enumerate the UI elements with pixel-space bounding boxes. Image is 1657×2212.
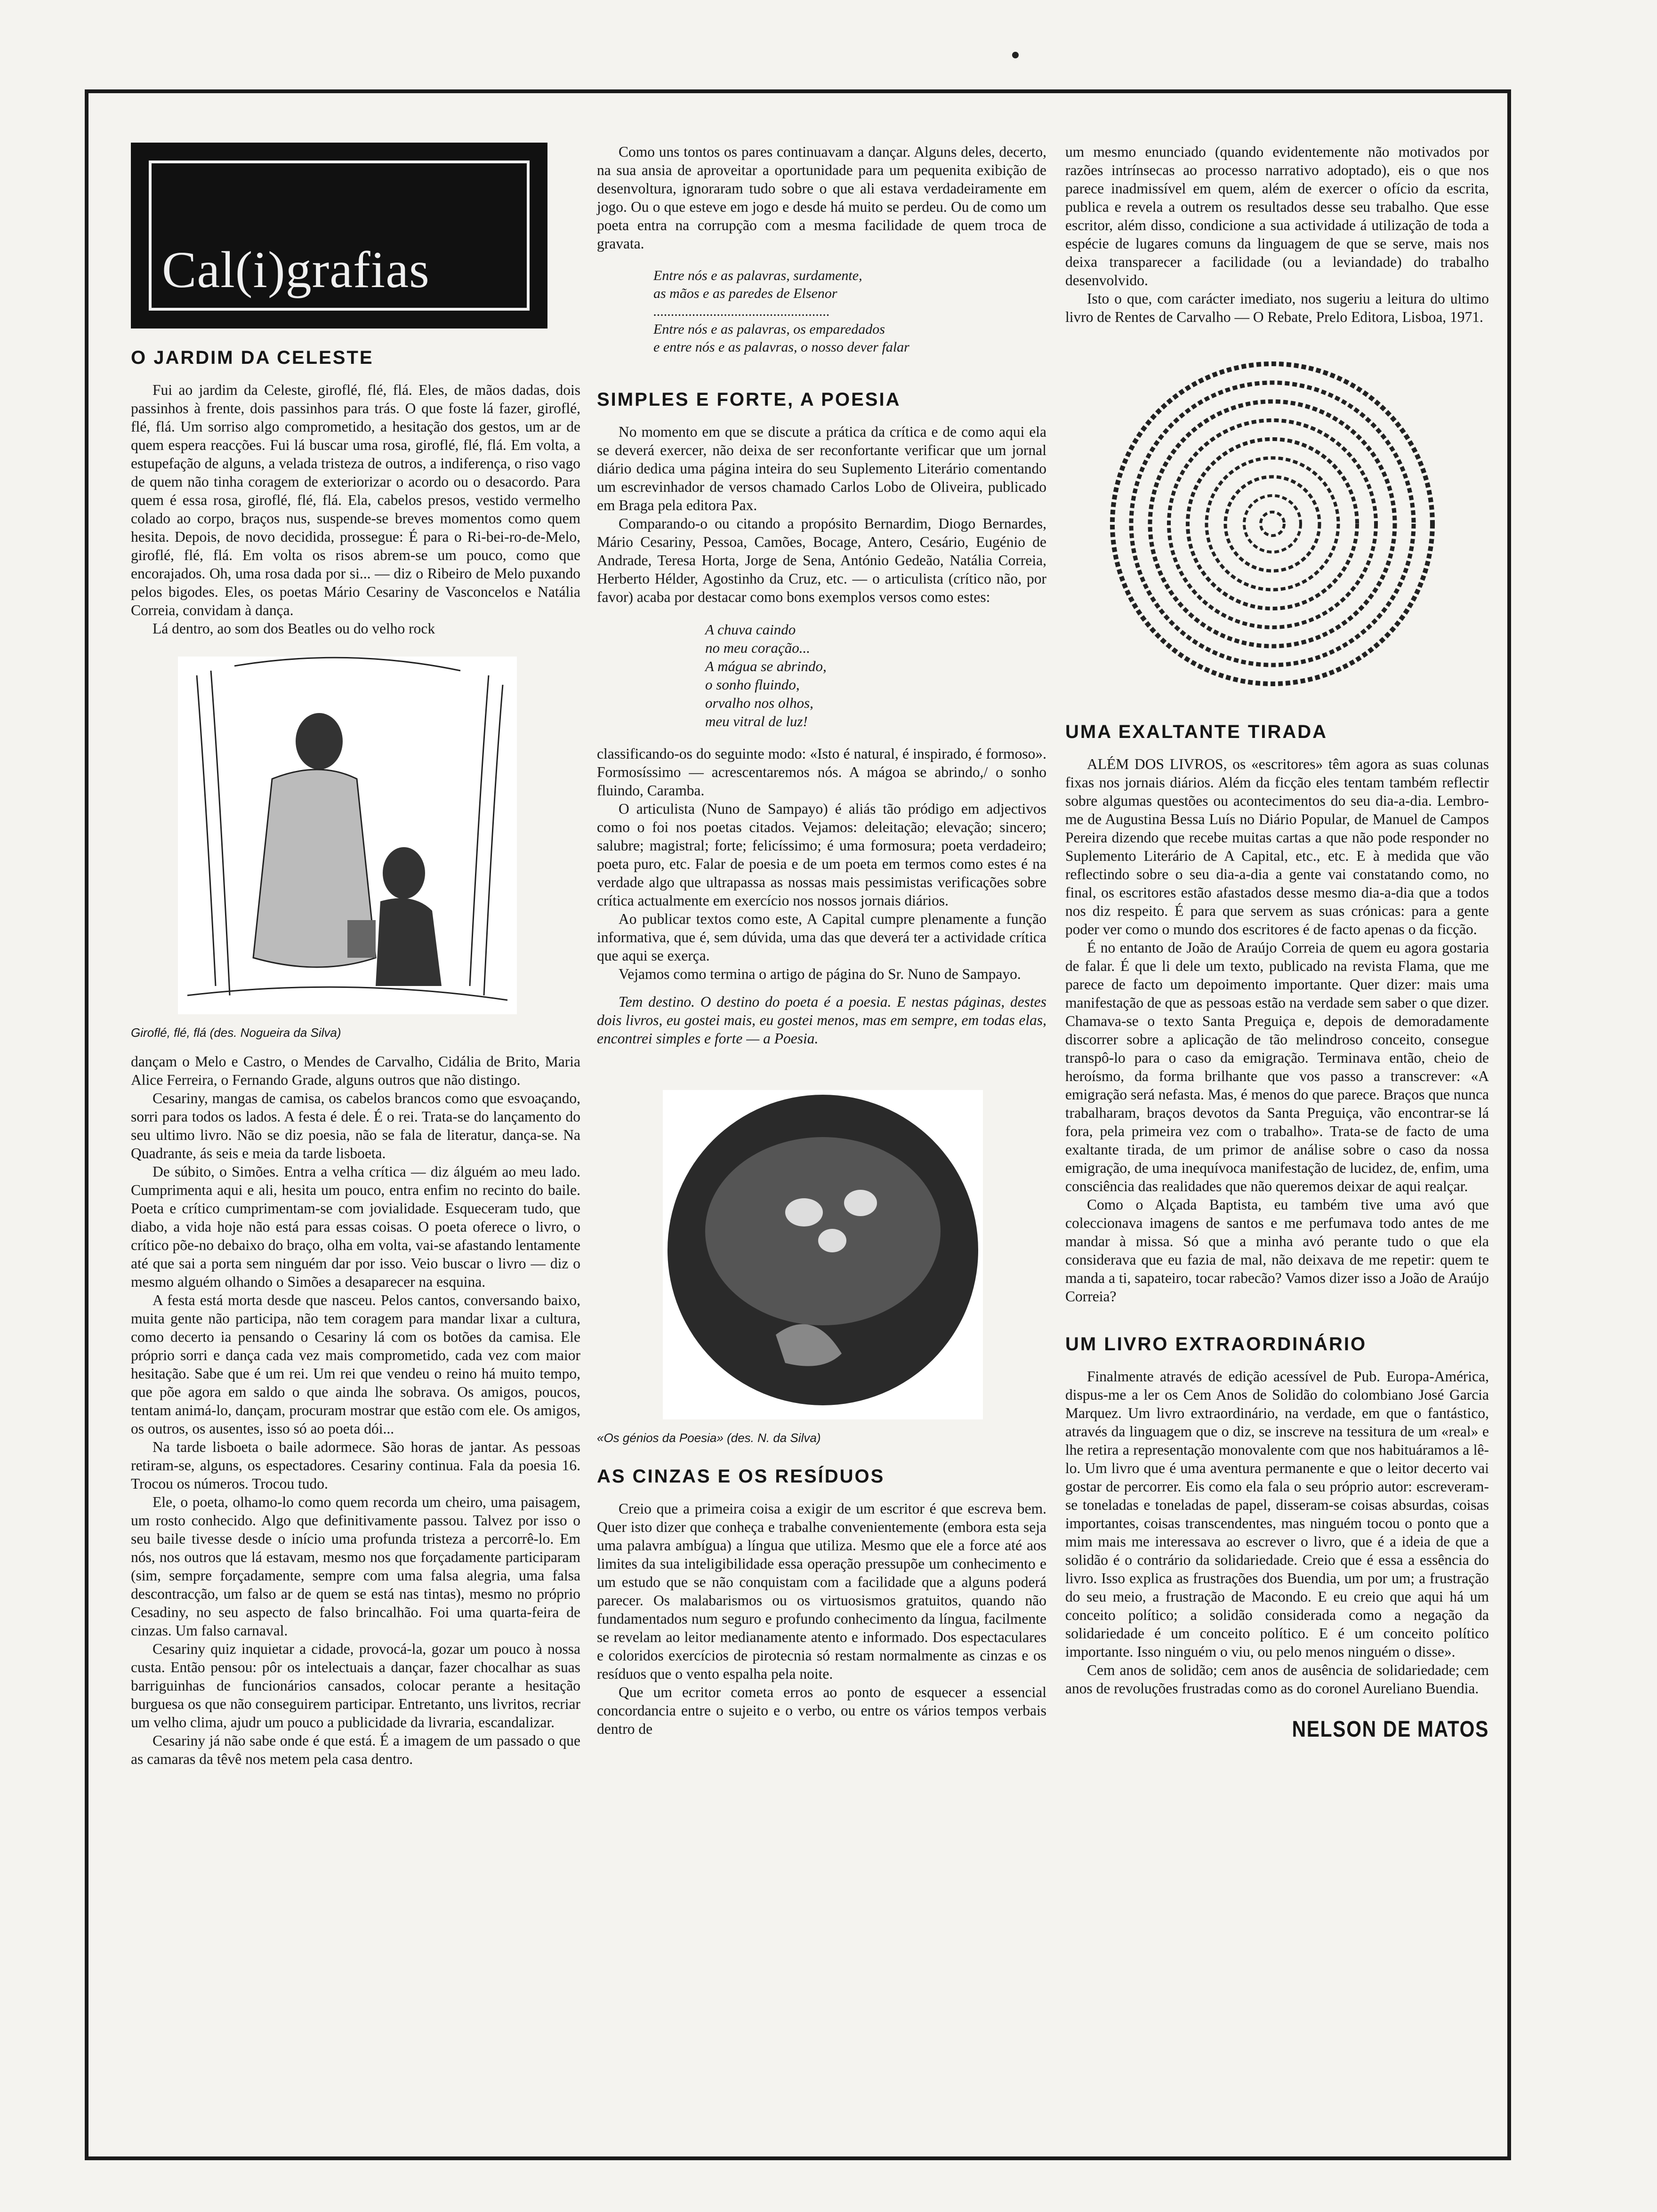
- illustration-caption: «Os génios da Poesia» (des. N. da Silva): [597, 1431, 821, 1445]
- article-paragraph: ALÉM DOS LIVROS, os «escritores» têm agora as suas colunas fixas nos jornais diários. Além da ficção eles tentam também reflectir sobre algumas questões ou acontecimentos do seu dia-a-dia. Lembro-me de Augustina Bessa Luís no Diário Popular, de Manuel de Campos Pereira dizendo que recebe muitas cartas a que não pode responder no Suplemento Literário de A Capital, etc., etc. E à medida que vão reflectindo sobre o seu dia-a-dia a gente vai constatando como, no final, os escritores estão afastados desse mesmo dia-a-dia que a todos nos diz respeito. É para que servem as suas crónicas: para a gente poder ver como o mundo dos escritores é de facto apenas o da ficção.: [1065, 756, 1489, 938]
- article-heading-livro: UM LIVRO EXTRAORDINÁRIO: [1065, 1334, 1367, 1354]
- article-paragraph: Cesariny quiz inquietar a cidade, provocá-la, gozar um pouco à nossa custa. Então pensou: pôr os intelectuais a dançar, fazer chocalhar as suas barriguinhas de funcionários cansados, colocar perante a hesitação burguesa os que não conseguirem participar. Entretanto, uns livritos, recriar um velho clima, ajudr um pouco a publicidade da livraria, escandalizar.: [131, 1641, 580, 1731]
- article-heading-tirada: UMA EXALTANTE TIRADA: [1065, 721, 1327, 742]
- article-paragraph: A festa está morta desde que nasceu. Pelos cantos, conversando baixo, muita gente não participa, não tem coragem para mandar lixar a cultura, como decerto ia pensando o Cesariny lá com os botões da camisa. Ele próprio sorri e dança cada vez mais comprometido, cada vez com maior hesitação. Sabe que é um rei. Um rei que vendeu o reino há muito tempo, que põe agora em saldo o que ainda lhe sobrava. Os amigos, poucos, tentam animá-lo, dançam, procuram mostrar que estão com ele. Os amigos, os outros, os ausentes, isso só ao poeta dói...: [131, 1292, 580, 1437]
- article-paragraph: Como uns tontos os pares continuavam a dançar. Alguns deles, decerto, na sua ansia de aproveitar a oportunidade para um pequenita exibição de desenvoltura, ignoraram tudo sobre o que ali estava verdadeiramente em jogo. Ou o que esteve em jogo e desde há muito se perdeu. Ou de como um poeta entra na corrupção com a mesma facilidade de quem troca de gravata.: [597, 144, 1046, 252]
- page-speck: [1012, 52, 1019, 58]
- article-heading-simples: SIMPLES E FORTE, A POESIA: [597, 389, 901, 410]
- column-1: [131, 143, 580, 1768]
- article-paragraph: classificando-os do seguinte modo: «Isto é natural, é inspirado, é formoso». Formosíssimo — acrescentaremos nós. A mágoa se abrindo,/ o sonho fluindo, Caramba.: [597, 745, 1046, 799]
- article-paragraph: Vejamos como termina o artigo de página do Sr. Nuno de Sampayo.: [619, 966, 1021, 982]
- article-paragraph: Cesariny já não sabe onde é que está. É a imagem de um passado o que as camaras da têvê nos metem pela casa dentro.: [131, 1732, 580, 1767]
- article-paragraph: Isto o que, com carácter imediato, nos sugeriu a leitura do ultimo livro de Rentes de Carvalho — O Rebate, Prelo Editora, Lisboa, 1971.: [1065, 290, 1489, 325]
- newspaper-page-frame: [85, 89, 1511, 2160]
- article-paragraph: Como o Alçada Baptista, eu também tive uma avó que coleccionava imagens de santos e me perfumava todo antes de me mandar à missa. Só que a minha avó perante tudo o que ela considerava que eu fazia de mal, não deixava de me repetir: quem te manda a ti, sapateiro, tocar rabecão? Vamos dizer isso a João de Araújo Correia?: [1065, 1196, 1489, 1305]
- article-paragraph: Fui ao jardim da Celeste, giroflé, flé, flá. Eles, de mãos dadas, dois passinhos à frente, dois passinhos para trás. O que foste lá fazer, giroflé, flé, flá. Um sorriso algo comprometido, a hesitação dos gestos, um ar de quem espera reacções. Fui lá buscar uma rosa, giroflé, flé, flá. Em volta, a estupefação de alguns, a velada tristeza de outros, a indiferença, o riso vago de quem não tinha coragem de exteriorizar o acordo ou o desacordo. Para quem é essa rosa, giroflé, flé, flá. Ela, cabelos presos, vestido vermelho colado ao corpo, braços nus, suspende-se breves momentos como quem hesita. Depois, de novo decidida, prossegue: É para o Ri-bei-ro-de-Melo, giroflé, flé, flá. Em volta os risos abrem-se um pouco, como que encorajados. Oh, uma rosa dada por si... — diz o Ribeiro de Melo puxando pelos bigodes. Eles, os poetas Mário Cesariny de Vasconcelos e Natália Correia, convidam à dança.: [131, 382, 580, 618]
- text-spiral-calligram: [1103, 354, 1442, 693]
- article-paragraph: O articulista (Nuno de Sampayo) é aliás tão pródigo em adjectivos como o foi nos poetas citados. Vejamos: deleitação; elevação; sincero; salubre; magistral; forte; felicíssimo; é uma formosura; poeta verdadeiro; poeta puro, etc. Falar de poesia e de um poeta em termos como estes é na verdade algo que ultrapassa as nossas mais pessimistas verificações sobre crítica actualmente em exercício nos nossos jornais diários.: [597, 801, 1046, 909]
- article-heading-cinzas: AS CINZAS E OS RESÍDUOS: [597, 1466, 885, 1487]
- article-paragraph: Lá dentro, ao som dos Beatles ou do velho rock: [153, 620, 435, 637]
- article-paragraph: Que um ecritor cometa erros ao ponto de esquecer a essencial concordancia entre o sujeito e o verbo, ou entre os vários tempos verbais dentro de: [597, 1684, 1046, 1737]
- article-paragraph: Ele, o poeta, olhamo-lo como quem recorda um cheiro, uma paisagem, um rosto conhecido. Algo que definitivamente passou. Talvez por isso o seu baile tivesse desde o início uma profunda tristeza a percorrê-lo. Em nós, nos outros que lá estavam, mesmo nos que forçadamente participaram (sim, sempre forçadamente, sempre com uma falsa alegria, uma falsa descontracção, um falso ar de quem se está nas tintas), mesmo no próprio Cesadiny, no seu aspecto de falso brincalhão. Foi uma quarta-feira de cinzas. Um falso carnaval.: [131, 1494, 580, 1639]
- poem-quote: A chuva caindo no meu coração... A mágua se abrindo, o sonho fluindo, orvalho nos olhos, meu vitral de luz!: [705, 621, 827, 729]
- illustration-girofle: [178, 657, 517, 1014]
- article-paragraph: De súbito, o Simões. Entra a velha crítica — diz álguém ao meu lado. Cumprimenta aqui e ali, hesita um pouco, entra enfim no recinto do baile. Poeta e crítico cumprimentam-se com jovialidade. Esqueceram tudo, que diabo, a vida hoje não está para essas coisas. O poeta oferece o livro, o crítico põe-no debaixo do braço, olha em volta, vai-se afastando lentamente até que sai a porta sem ninguém dar por isso. Veio buscar o livro — diz o mesmo alguém olhando o Simões a desaparecer na esquina.: [131, 1163, 580, 1290]
- article-paragraph: Creio que a primeira coisa a exigir de um escritor é que escreva bem. Quer isto dizer que conheça e trabalhe convenientemente (embora esta seja uma palavra ambígua) a língua que utiliza. Mesmo que ele a force até aos limites da sua inteligibilidade essa operação pressupõe um conhecimento e um estudo que se não conquistam com a facilidade que a alguns poderá parecer. Os malabarismos ou os virtuosismos gratuitos, quando não fundamentados num seguro e profundo conhecimento da língua, facilmente se revelam ao leitor medianamente atento e informado. Dos espectaculares e coloridos exercícios de pirotecnia só restam normalmente as cinzas e os resíduos que o vento espalha pela noite.: [597, 1500, 1046, 1682]
- article-paragraph: É no entanto de João de Araújo Correia de quem eu agora gostaria de falar. É que li dele um texto, publicado na revista Flama, que me parece de facto um depoimento importante. Quer dizer: mais uma manifestação de que as pessoas estão na verdade sem saber o que dizer. Chamava-se o texto Santa Preguiça e, depois de demoradamente discorrer sobre a aplicação de tão melindroso conceito, consegue transpô-lo para o caso da emigração. Terminava então, cheio de heroísmo, da forma brilhante que vos passo a transcrever: «A emigração será nefasta. Mas, é menos do que parece. Braços que nunca trabalharam, braços devotos da Santa Preguiça, vão encontrar-se lá fora, pela primeira vez com o trabalho». Trata-se de facto de uma exaltante tirada, de um primor de análise sobre o caso da nossa emigração, de uma inequívoca manifestação de lucidez, de, enfim, uma consciência das realidades que não queremos deixar de aqui realçar.: [1065, 939, 1489, 1194]
- closing-quote: Tem destino. O destino do poeta é a poesia. E nestas páginas, destes dois livros, eu gostei mais, eu gostei menos, mas em sempre, em todas elas, encontrei simples e forte — a Poesia.: [597, 994, 1046, 1047]
- verse-quote: Entre nós e as palavras, surdamente, as mãos e as paredes de Elsenor .................................................. Entre nós e as palavras, os emparedados e entre nós e as palavras, o nosso dever falar: [653, 268, 909, 355]
- article-paragraph: Cesariny, mangas de camisa, os cabelos brancos como que esvoaçando, sorri para todos os lados. A festa é dele. É o rei. Trata-se do lançamento do seu ultimo livro. Não se diz poesia, não se fala de literatur, dança-se. Na Quadrante, ás seis e meia da tarde lisboeta.: [131, 1090, 580, 1162]
- article-paragraph: um mesmo enunciado (quando evidentemente não motivados por razões intrínsecas ao processo narrativo adoptado), eis o que nos parece inadmissível em quem, além de exercer o ofício da escrita, publica e revela a outrem os resultados desse seu trabalho. Que esse escritor, além disso, condicione a sua actividade á utilização de toda a espécie de lugares comuns da linguagem de que se serve, mais nos deixa transparecer a facilidade (ou a leviandade) do trabalho desenvolvido.: [1065, 144, 1489, 289]
- dancing-couple-illustration: [178, 657, 517, 1014]
- article-paragraph: Comparando-o ou citando a propósito Bernardim, Diogo Bernardes, Mário Cesariny, Pessoa, Camões, Bocage, Antero, Cesário, Eugénio de Andrade, Teresa Horta, Jorge de Sena, António Gedeão, Natália Correia, Herberto Hélder, Agostinho da Cruz, etc. — o articulista (crítico não, por favor) acaba por destacar como bons exemplos versos como estes:: [597, 515, 1046, 605]
- article-paragraph: Finalmente através de edição acessível de Pub. Europa-América, dispus-me a ler os Cem Anos de Solidão do colombiano José Garcia Marquez. Um livro extraordinário, na verdade, em que o fantástico, através da linguagem que o diz, se inscreve na tessitura de um «real» e lhe retira a representação monovalente com que nos habituáramos a lê-lo. Um livro que é uma aventura permanente e que o leitor decerto vai gostar de percorrer. Eis como ela fala o seu próprio autor: escreveram-se toneladas e toneladas de papel, disseram-se coisas absurdas, coisas importantes, coisas transcendentes, mas ninguém tocou o ponto que a mim mais me interessava ao escrever o livro, que é a ideia de que a solidão é o contrário da solidariedade. Creio que é essa a essência do livro. Isso explica as frustrações dos Buendia, um por um; a frustração do seu meio, a frustração de Macondo. E eu creio que aqui há um conceito político; a solidão considerada como a negação da solidariedade é um conceito político. E é um conceito político importante. Isso ninguém o viu, ou pelo menos ninguém o disse».: [1065, 1368, 1489, 1660]
- author-signature: NELSON DE MATOS: [1292, 1717, 1489, 1742]
- illustration-caption: Giroflé, flé, flá (des. Nogueira da Silva): [131, 1026, 341, 1040]
- article-paragraph: Ao publicar textos como este, A Capital cumpre plenamente a função informativa, que é, sem dúvida, uma das que deverá ter a actividade crítica que aqui se exerça.: [597, 911, 1046, 964]
- genios-da-poesia-illustration: [663, 1090, 983, 1419]
- article-paragraph: dançam o Melo e Castro, o Mendes de Carvalho, Cidália de Brito, Maria Alice Ferreira, o Fernando Grade, alguns outros que não distingo.: [131, 1053, 580, 1088]
- article-paragraph: Na tarde lisboeta o baile adormece. São horas de jantar. As pessoas retiram-se, alguns, os espectadores. Cesariny continua. Fala da poesia 16. Trocou os números. Trocou tudo.: [131, 1439, 580, 1492]
- article-heading-jardim: O JARDIM DA CELESTE: [131, 347, 374, 368]
- article-paragraph: Cem anos de solidão; cem anos de ausência de solidariedade; cem anos de revoluções frustradas como as do coronel Aureliano Buendia.: [1065, 1662, 1489, 1697]
- section-masthead: [131, 143, 547, 329]
- column-2: [597, 143, 1046, 1738]
- article-paragraph: No momento em que se discute a prática da crítica e de como aqui ela se deverá exercer, não deixa de ser reconfortante verificar que um jornal diário dedica uma página inteira do seu Suplemento Literário comentando um escrevinhador de versos chamado Carlos Lobo de Oliveira, publicado em Braga pela editora Pax.: [597, 424, 1046, 513]
- section-title: Cal(i)grafias: [162, 241, 430, 298]
- illustration-genios: [663, 1090, 983, 1419]
- calligram-spiral: [1103, 354, 1442, 693]
- column-3: [1065, 143, 1489, 1742]
